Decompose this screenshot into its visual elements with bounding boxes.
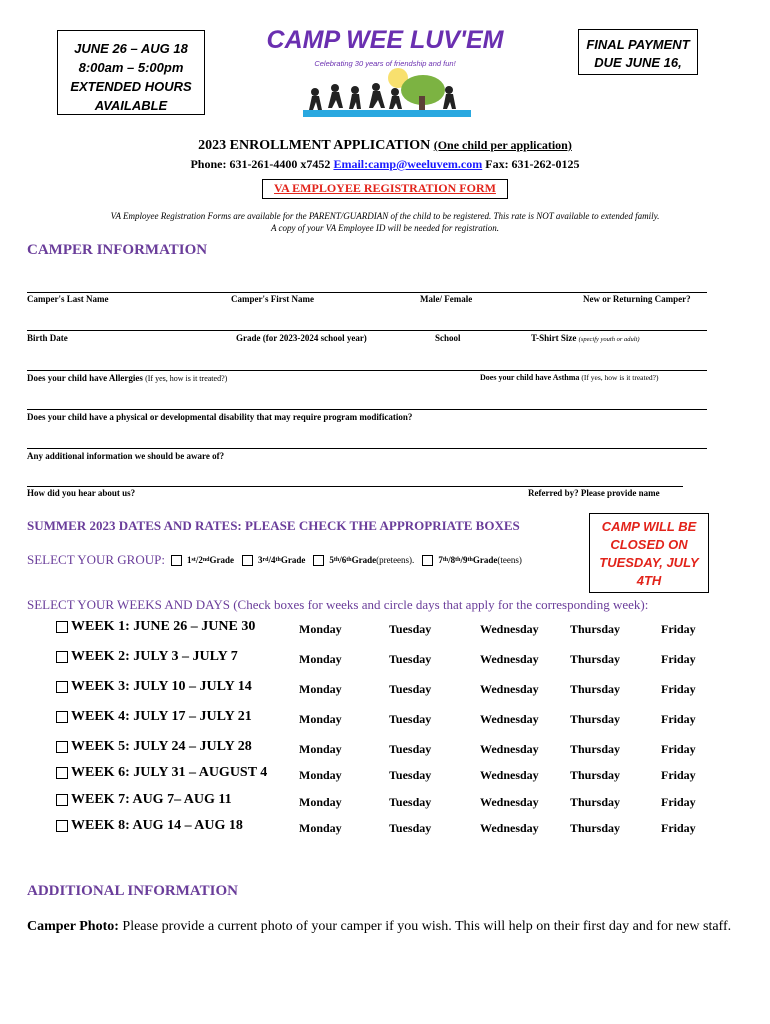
grade-num: 3 bbox=[258, 555, 263, 565]
group-checkbox[interactable] bbox=[313, 555, 324, 566]
week-option[interactable] bbox=[56, 739, 252, 755]
week-row-3 bbox=[56, 679, 716, 701]
logo-tagline: Celebrating 30 years of friendship and fun! bbox=[314, 59, 456, 68]
week-label: WEEK 2: JULY 3 – JULY 7 bbox=[71, 649, 238, 664]
week-option[interactable] bbox=[56, 619, 255, 635]
camper-photo-paragraph bbox=[27, 917, 732, 936]
new-returning-label: New or Returning Camper? bbox=[583, 294, 691, 304]
group-option-3-4[interactable] bbox=[242, 555, 305, 566]
week-label: WEEK 6: JULY 31 – AUGUST 4 bbox=[71, 765, 268, 780]
week-label: WEEK 5: JULY 24 – JULY 28 bbox=[71, 739, 252, 754]
day-tuesday[interactable]: Tuesday bbox=[389, 652, 432, 666]
camper-photo-text: Please provide a current photo of your camper if you wish. This will help on their first day and for new staff. bbox=[118, 919, 732, 934]
week-row-1 bbox=[56, 619, 716, 641]
day-friday[interactable]: Friday bbox=[661, 712, 696, 726]
week-checkbox[interactable] bbox=[56, 820, 68, 832]
day-friday[interactable]: Friday bbox=[661, 652, 696, 666]
va-note-line2: A copy of your VA Employee ID will be needed for registration. bbox=[270, 223, 500, 233]
week-label: WEEK 4: JULY 17 – JULY 21 bbox=[71, 709, 252, 724]
day-tuesday[interactable]: Tuesday bbox=[389, 712, 432, 726]
grade-num: /4 bbox=[268, 555, 276, 565]
day-monday[interactable]: Monday bbox=[299, 652, 342, 666]
contact-line bbox=[0, 157, 770, 172]
birth-date-label: Birth Date bbox=[27, 333, 68, 343]
week-row-4 bbox=[56, 709, 716, 731]
field-line-name[interactable] bbox=[27, 292, 707, 293]
grade-group-note: (teens) bbox=[497, 555, 522, 565]
week-checkbox[interactable] bbox=[56, 681, 68, 693]
day-wednesday[interactable]: Wednesday bbox=[480, 795, 539, 809]
week-row-5 bbox=[56, 739, 716, 761]
closed-line1: CAMP WILL BE bbox=[601, 519, 697, 534]
disability-label: Does your child have a physical or developmental disability that may require program modification? bbox=[27, 412, 413, 422]
field-line-heard[interactable] bbox=[27, 486, 683, 487]
day-monday[interactable]: Monday bbox=[299, 622, 342, 636]
grade-label: Grade (for 2023-2024 school year) bbox=[236, 333, 367, 343]
week-label: WEEK 8: AUG 14 – AUG 18 bbox=[71, 818, 243, 833]
week-row-8 bbox=[56, 818, 716, 840]
day-thursday[interactable]: Thursday bbox=[570, 712, 621, 726]
grade-suffix: th bbox=[346, 557, 352, 563]
group-option-1-2[interactable] bbox=[171, 555, 234, 566]
day-wednesday[interactable]: Wednesday bbox=[480, 768, 539, 782]
group-checkbox[interactable] bbox=[171, 555, 182, 566]
day-thursday[interactable]: Thursday bbox=[570, 795, 621, 809]
va-note-line1: VA Employee Registration Forms are available for the PARENT/GUARDIAN of the child to be registered. This rate is NOT available to extended family. bbox=[110, 211, 660, 221]
grade-num: 7 bbox=[438, 555, 443, 565]
day-thursday[interactable]: Thursday bbox=[570, 742, 621, 756]
grade-num: /9 bbox=[460, 555, 468, 565]
week-option[interactable] bbox=[56, 679, 252, 695]
grade-suffix: rd bbox=[262, 557, 269, 563]
form-title-note: (One child per application) bbox=[433, 138, 572, 152]
day-wednesday[interactable]: Wednesday bbox=[480, 742, 539, 756]
day-wednesday[interactable]: Wednesday bbox=[480, 821, 539, 835]
day-thursday[interactable]: Thursday bbox=[570, 768, 621, 782]
grade-suffix: st bbox=[191, 557, 196, 563]
day-monday[interactable]: Monday bbox=[299, 795, 342, 809]
day-thursday[interactable]: Thursday bbox=[570, 652, 621, 666]
day-thursday[interactable]: Thursday bbox=[570, 622, 621, 636]
week-row-2 bbox=[56, 649, 716, 671]
week-checkbox[interactable] bbox=[56, 621, 68, 633]
week-option[interactable] bbox=[56, 818, 243, 834]
day-monday[interactable]: Monday bbox=[299, 742, 342, 756]
day-friday[interactable]: Friday bbox=[661, 622, 696, 636]
field-line-allergies[interactable] bbox=[27, 370, 707, 371]
group-option-7-9[interactable] bbox=[422, 555, 522, 566]
phone-text: Phone: 631-261-4400 x7452 bbox=[190, 157, 331, 171]
day-thursday[interactable]: Thursday bbox=[570, 821, 621, 835]
first-name-label: Camper's First Name bbox=[231, 294, 314, 304]
grade-word: Grade bbox=[472, 555, 498, 565]
gender-label: Male/ Female bbox=[420, 294, 473, 304]
field-line-disability[interactable] bbox=[27, 409, 707, 410]
hours-box bbox=[57, 30, 205, 115]
day-wednesday[interactable]: Wednesday bbox=[480, 682, 539, 696]
hours-extended: EXTENDED HOURS bbox=[70, 79, 192, 94]
field-line-additional[interactable] bbox=[27, 448, 707, 449]
hours-dates: JUNE 26 – AUG 18 bbox=[74, 41, 188, 56]
week-label: WEEK 7: AUG 7– AUG 11 bbox=[71, 792, 232, 807]
day-friday[interactable]: Friday bbox=[661, 742, 696, 756]
email-link[interactable]: Email:camp@weeluvem.com bbox=[333, 157, 483, 171]
grade-word: Grade bbox=[351, 555, 377, 565]
day-tuesday[interactable]: Tuesday bbox=[389, 742, 432, 756]
day-friday[interactable]: Friday bbox=[661, 682, 696, 696]
form-type-label: VA EMPLOYEE REGISTRATION FORM bbox=[274, 181, 496, 195]
week-option[interactable] bbox=[56, 709, 252, 725]
fax-text: Fax: 631-262-0125 bbox=[485, 157, 580, 171]
camp-logo bbox=[266, 24, 504, 120]
asthma-note: (If yes, how is it treated?) bbox=[581, 373, 659, 382]
tshirt-note: (specify youth or adult) bbox=[578, 336, 640, 343]
week-checkbox[interactable] bbox=[56, 741, 68, 753]
day-friday[interactable]: Friday bbox=[661, 768, 696, 782]
logo-name: CAMP WEE LUV'EM bbox=[266, 26, 504, 54]
day-wednesday[interactable]: Wednesday bbox=[480, 712, 539, 726]
last-name-label: Camper's Last Name bbox=[27, 294, 109, 304]
group-select-row bbox=[27, 552, 530, 568]
grade-suffix: th bbox=[455, 557, 461, 563]
week-label: WEEK 3: JULY 10 – JULY 14 bbox=[71, 679, 252, 694]
grade-suffix: th bbox=[467, 557, 473, 563]
hours-times: 8:00am – 5:00pm bbox=[78, 60, 184, 75]
allergies-label bbox=[27, 373, 227, 383]
grade-word: Grade bbox=[280, 555, 306, 565]
group-option-5-6[interactable] bbox=[313, 555, 414, 566]
closed-notice-box bbox=[589, 513, 709, 593]
day-wednesday[interactable]: Wednesday bbox=[480, 652, 539, 666]
group-checkbox[interactable] bbox=[422, 555, 433, 566]
camper-info-heading: CAMPER INFORMATION bbox=[27, 242, 208, 258]
day-wednesday[interactable]: Wednesday bbox=[480, 622, 539, 636]
day-friday[interactable]: Friday bbox=[661, 795, 696, 809]
week-checkbox[interactable] bbox=[56, 794, 68, 806]
grade-group-note: (preteens). bbox=[376, 555, 415, 565]
additional-info-label: Any additional information we should be aware of? bbox=[27, 451, 225, 461]
grade-num: /6 bbox=[339, 555, 347, 565]
week-row-6 bbox=[56, 765, 716, 787]
group-checkbox[interactable] bbox=[242, 555, 253, 566]
week-checkbox[interactable] bbox=[56, 767, 68, 779]
allergies-label-text: Does your child have Allergies bbox=[27, 373, 143, 383]
grade-suffix: nd bbox=[202, 557, 210, 563]
grade-num: /8 bbox=[448, 555, 456, 565]
week-label: WEEK 1: JUNE 26 – JUNE 30 bbox=[71, 619, 256, 634]
group-select-label: SELECT YOUR GROUP: bbox=[27, 552, 165, 567]
day-tuesday[interactable]: Tuesday bbox=[389, 795, 432, 809]
camper-photo-label: Camper Photo: bbox=[27, 919, 119, 934]
grade-word: Grade bbox=[209, 555, 235, 565]
tshirt-label-text: T-Shirt Size bbox=[531, 333, 577, 343]
grade-suffix: th bbox=[442, 557, 449, 563]
grade-suffix: th bbox=[333, 557, 340, 563]
closed-line3: TUESDAY, JULY bbox=[599, 555, 699, 570]
closed-line2: CLOSED ON bbox=[610, 537, 688, 552]
payment-line2: DUE JUNE 16, bbox=[594, 55, 682, 70]
day-tuesday[interactable]: Tuesday bbox=[389, 682, 432, 696]
day-monday[interactable]: Monday bbox=[299, 768, 342, 782]
tshirt-label bbox=[531, 333, 640, 343]
field-line-birth[interactable] bbox=[27, 330, 707, 331]
closed-line4: 4TH bbox=[636, 573, 662, 588]
day-tuesday[interactable]: Tuesday bbox=[389, 768, 432, 782]
hours-available: AVAILABLE bbox=[94, 98, 168, 113]
payment-box bbox=[578, 29, 698, 75]
heard-label: How did you hear about us? bbox=[27, 488, 136, 498]
form-title-text: 2023 ENROLLMENT APPLICATION bbox=[198, 138, 431, 153]
asthma-label-text: Does your child have Asthma bbox=[480, 373, 580, 382]
asthma-label bbox=[480, 373, 658, 382]
week-option[interactable] bbox=[56, 765, 267, 781]
day-monday[interactable]: Monday bbox=[299, 821, 342, 835]
week-option[interactable] bbox=[56, 792, 232, 808]
rates-heading: SUMMER 2023 DATES AND RATES: PLEASE CHECK THE APPROPRIATE BOXES bbox=[27, 518, 520, 533]
payment-line1: FINAL PAYMENT bbox=[586, 37, 690, 52]
allergies-note: (If yes, how is it treated?) bbox=[145, 374, 228, 383]
day-monday[interactable]: Monday bbox=[299, 712, 342, 726]
referred-label: Referred by? Please provide name bbox=[528, 488, 660, 498]
week-checkbox[interactable] bbox=[56, 651, 68, 663]
week-checkbox[interactable] bbox=[56, 711, 68, 723]
grade-num: /2 bbox=[195, 555, 203, 565]
school-label: School bbox=[435, 333, 461, 343]
weeks-heading: SELECT YOUR WEEKS AND DAYS (Check boxes for weeks and circle days that apply for the corresponding week): bbox=[27, 597, 649, 612]
day-tuesday[interactable]: Tuesday bbox=[389, 821, 432, 835]
week-row-7 bbox=[56, 792, 716, 814]
additional-info-heading: ADDITIONAL INFORMATION bbox=[27, 883, 238, 899]
day-monday[interactable]: Monday bbox=[299, 682, 342, 696]
grade-num: 1 bbox=[186, 555, 192, 565]
day-thursday[interactable]: Thursday bbox=[570, 682, 621, 696]
day-tuesday[interactable]: Tuesday bbox=[389, 622, 432, 636]
form-type-box bbox=[262, 179, 508, 199]
form-title bbox=[0, 138, 770, 154]
grade-num: 5 bbox=[329, 555, 334, 565]
grade-suffix: th bbox=[275, 557, 281, 563]
day-friday[interactable]: Friday bbox=[661, 821, 696, 835]
week-option[interactable] bbox=[56, 649, 238, 665]
